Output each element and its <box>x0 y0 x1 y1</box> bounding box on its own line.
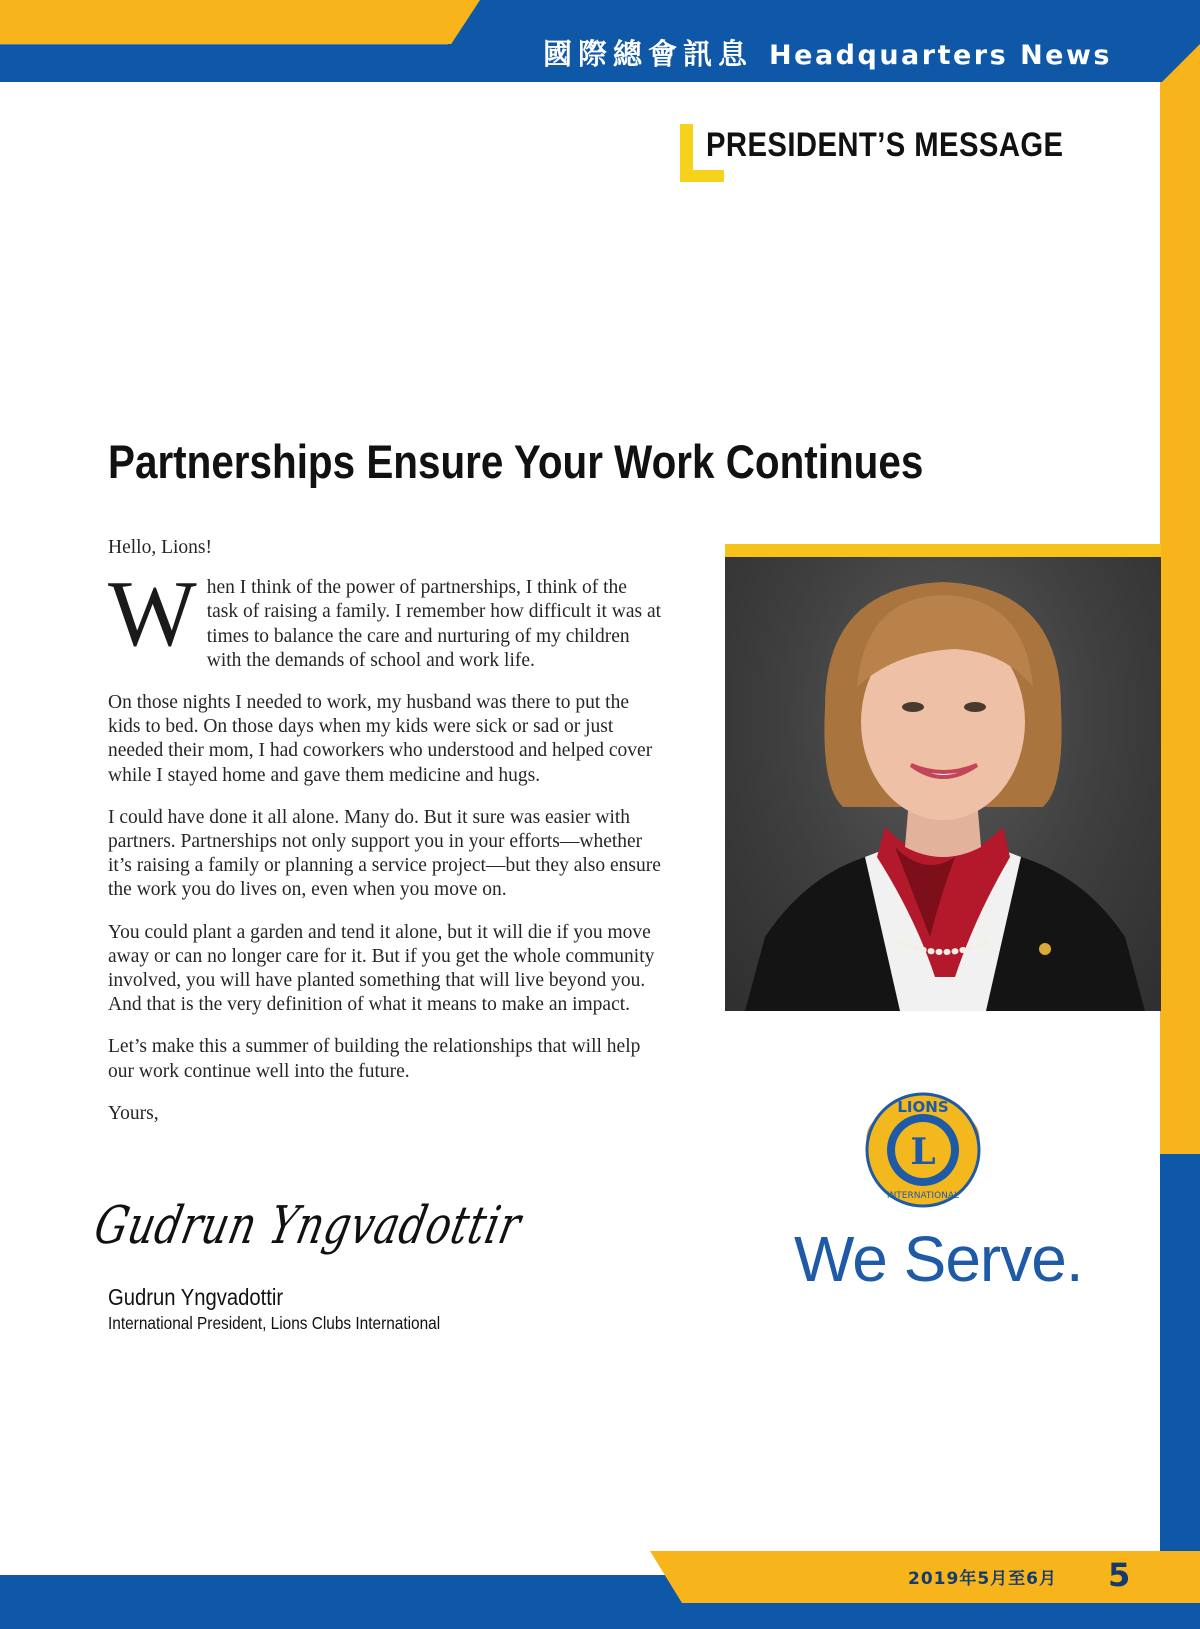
right-rail-yellow <box>1160 82 1200 1154</box>
header-title-english: Headquarters News <box>769 40 1112 71</box>
issue-date: 2019年5月至6月 <box>908 1569 1057 1589</box>
letter-paragraph: You could plant a garden and tend it alone, but it will die if you move away or can no longer care for it. But if you get the whole community involved, you will have planted something that will live beyond you. And that is the very definition of what it means to make an impact. <box>108 921 655 1016</box>
paragraph-text: hen I think of the power of partnerships, I think of the task of raising a family. I remember how difficult it was at times to balance the care and nurturing of my children with the demands of school and work life. <box>206 577 662 671</box>
header-band-yellow <box>0 0 480 44</box>
we-serve-tagline: We Serve. <box>794 1223 1083 1295</box>
drop-cap: W <box>108 562 197 667</box>
section-label: PRESIDENT’S MESSAGE <box>706 126 1064 164</box>
photo-accent-bar <box>725 544 1161 557</box>
footer-band-yellow <box>650 1551 1160 1603</box>
article-headline: Partnerships Ensure Your Work Continues <box>108 435 924 488</box>
letter-paragraph: On those nights I needed to work, my husband was there to put the kids to bed. On those days when my kids were sick or sad or just needed their mom, I had coworkers who understood and helped cover while I stayed home and gave them medicine and hugs. <box>108 692 653 786</box>
page-number: 5 <box>1108 1556 1131 1594</box>
president-portrait-photo <box>725 557 1161 1011</box>
header-title <box>543 32 1112 73</box>
logo-center-letter: L <box>910 1131 936 1173</box>
logo-ring-bottom: INTERNATIONAL <box>886 1191 960 1201</box>
portrait-illustration <box>725 557 1161 1011</box>
signer-name: Gudrun Yngvadottir <box>108 1284 284 1310</box>
letter-paragraph: Let’s make this a summer of building the relationships that will help our work continue well into the future. <box>108 1036 641 1082</box>
lions-emblem-icon <box>858 1088 988 1212</box>
letter-body <box>108 536 663 1144</box>
signer-title: International President, Lions Clubs International <box>108 1313 441 1333</box>
letter-paragraph: I could have done it all alone. Many do. But it sure was easier with partners. Partnerships not only support you in your efforts—whether it’s raising a family or planning a service project—but they also ensure the work you do lives on, even when you move on. <box>108 806 661 901</box>
right-rail-blue <box>1160 1154 1200 1554</box>
letter-closing: Yours, <box>108 1102 159 1124</box>
logo-ring-top: LIONS <box>897 1098 949 1116</box>
letter-paragraph <box>108 562 663 673</box>
lions-international-logo <box>858 1088 988 1212</box>
header-title-chinese: 國際總會訊息 <box>543 37 754 71</box>
handwritten-signature: Gudrun Yngvadottir <box>89 1196 527 1256</box>
footer-corner-yellow <box>1160 1551 1200 1603</box>
letter-greeting: Hello, Lions! <box>108 537 212 558</box>
